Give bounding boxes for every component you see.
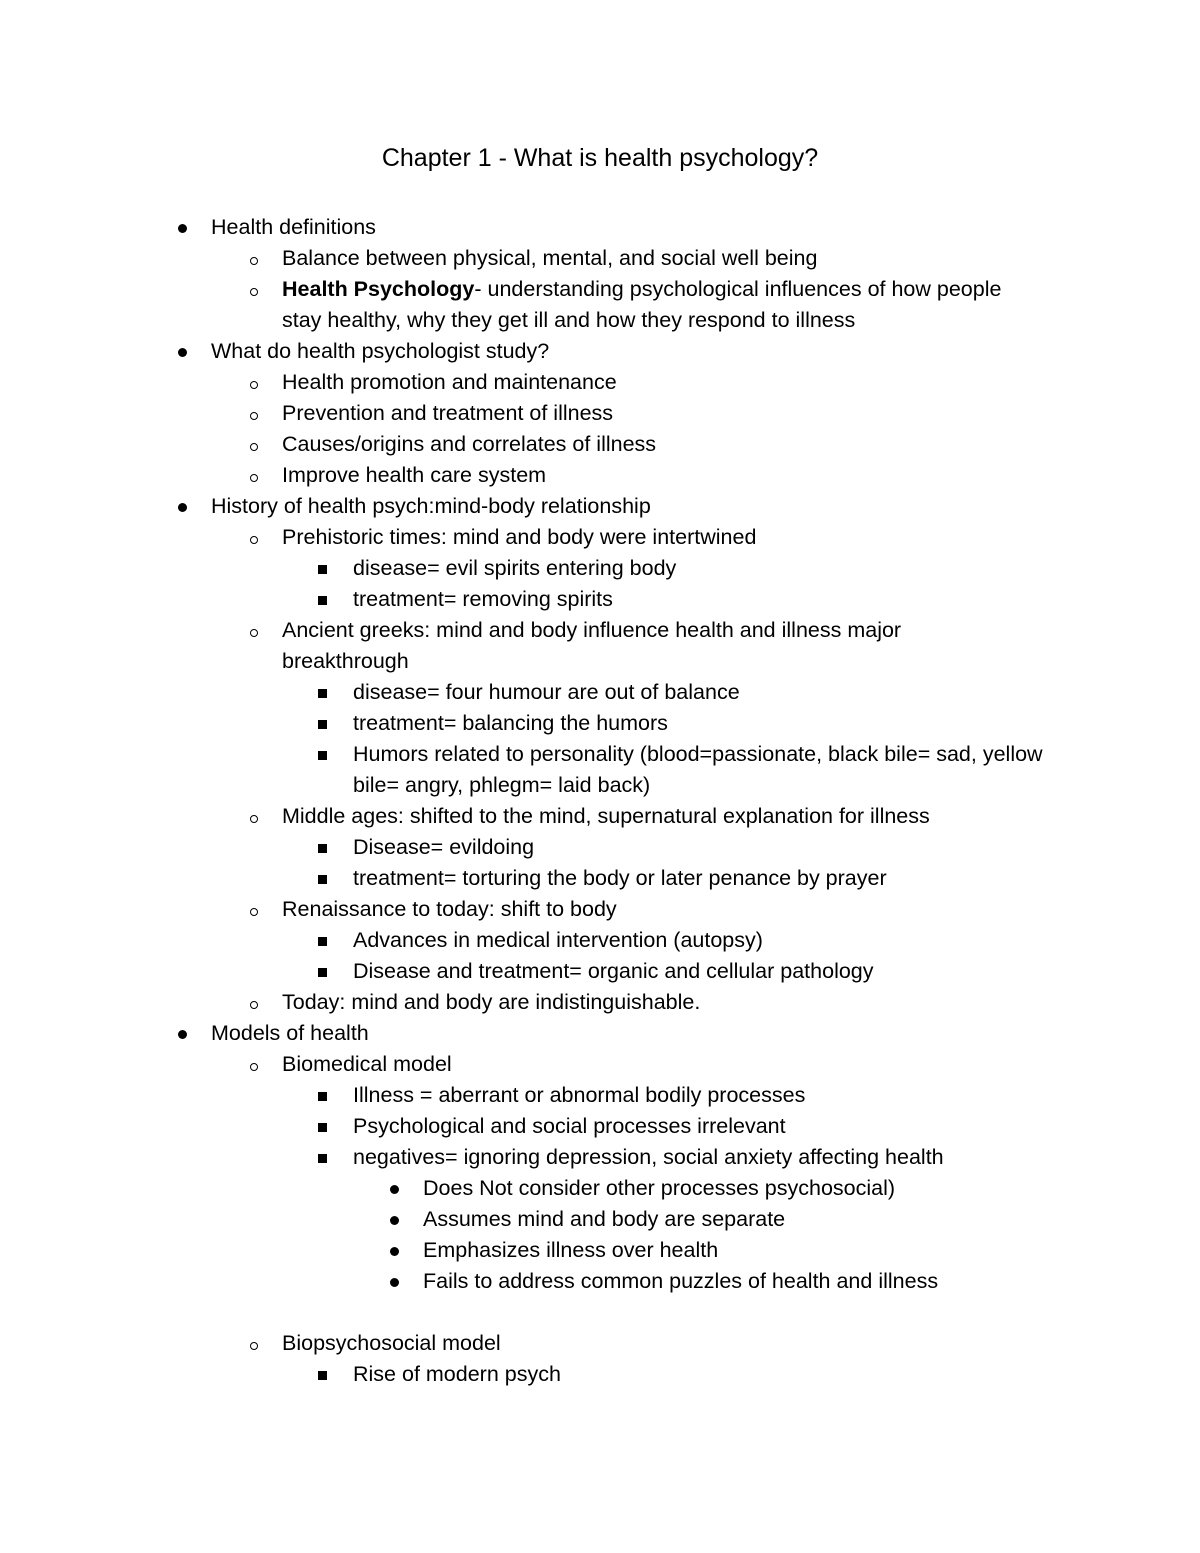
health-psychology-term: Health Psychology (282, 277, 475, 301)
list-item: Prevention and treatment of illness (282, 401, 614, 425)
list-item: Emphasizes illness over health (423, 1238, 719, 1262)
list-item: negatives= ignoring depression, social anxiety affecting health (353, 1145, 944, 1169)
list-item: Health promotion and maintenance (282, 370, 617, 394)
list-item: Psychological and social processes irrelevant (353, 1114, 786, 1138)
list-item: Illness = aberrant or abnormal bodily processes (353, 1083, 806, 1107)
list-item (0, 274, 1200, 336)
health-psychology-definition: - understanding psychological influences of how people stay healthy, why they get ill and how they respond to illness (282, 277, 1002, 332)
list-item: treatment= torturing the body or later penance by prayer (353, 866, 887, 890)
list-item: Assumes mind and body are separate (423, 1207, 786, 1231)
page-title: Chapter 1 - What is health psychology? (381, 144, 819, 172)
list-item: Disease= evildoing (353, 835, 535, 859)
list-item: Today: mind and body are indistinguishable. (282, 990, 701, 1014)
list-item: Middle ages: shifted to the mind, supernatural explanation for illness (282, 804, 930, 828)
list-item: Ancient greeks: mind and body influence health and illness major breakthrough (282, 618, 902, 673)
list-item: Rise of modern psych (353, 1362, 561, 1386)
list-item: Biopsychosocial model (282, 1331, 501, 1355)
list-item: Models of health (211, 1021, 369, 1045)
list-item: Causes/origins and correlates of illness (282, 432, 657, 456)
list-item: What do health psychologist study? (211, 339, 550, 363)
list-item: Biomedical model (282, 1052, 452, 1076)
list-item: History of health psych:mind-body relationship (211, 494, 651, 518)
list-item: Advances in medical intervention (autopsy) (353, 928, 763, 952)
list-item: Health definitions (211, 215, 376, 239)
list-item: treatment= balancing the humors (353, 711, 668, 735)
notes-outline (0, 212, 1200, 1390)
list-item: Balance between physical, mental, and social well being (282, 246, 818, 270)
list-item: disease= evil spirits entering body (353, 556, 677, 580)
list-item: Does Not consider other processes psychosocial) (423, 1176, 896, 1200)
blank-line (0, 1297, 1200, 1328)
list-item: Improve health care system (282, 463, 547, 487)
list-item: treatment= removing spirits (353, 587, 613, 611)
list-item: Disease and treatment= organic and cellular pathology (353, 959, 874, 983)
list-item: disease= four humour are out of balance (353, 680, 740, 704)
list-item: Fails to address common puzzles of health and illness (423, 1269, 939, 1293)
list-item: Humors related to personality (blood=passionate, black bile= sad, yellow bile= angry, phlegm= laid back) (353, 742, 1043, 797)
list-item: Prehistoric times: mind and body were intertwined (282, 525, 757, 549)
list-item: Renaissance to today: shift to body (282, 897, 617, 921)
